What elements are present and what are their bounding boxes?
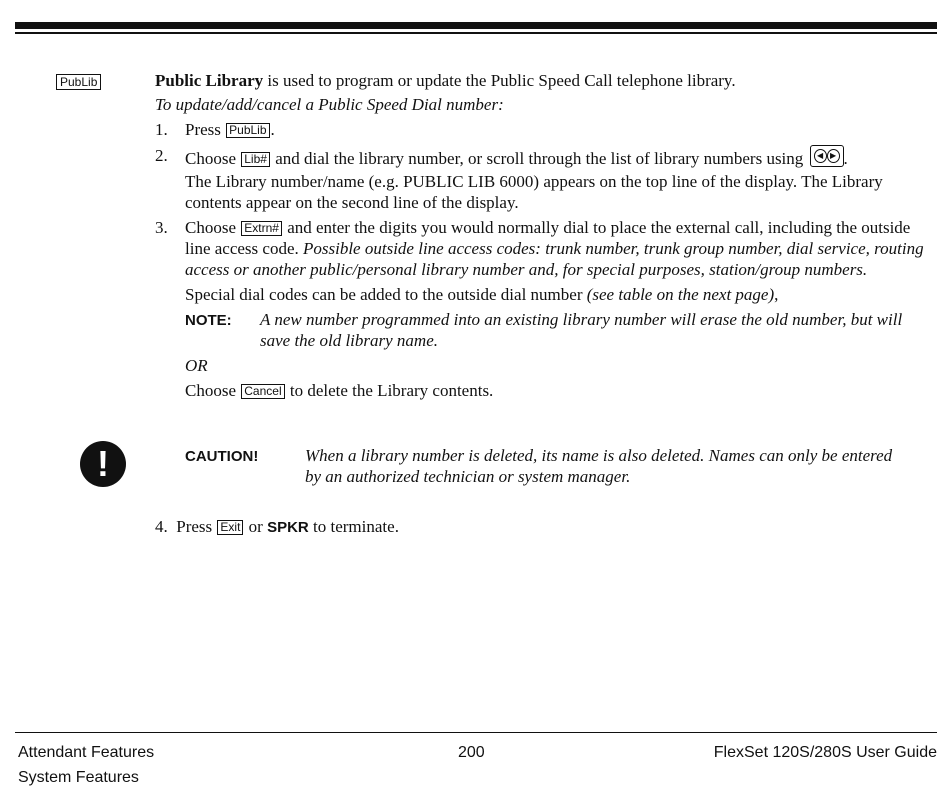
header-rule-thick	[15, 22, 937, 29]
note-label: NOTE:	[185, 312, 232, 329]
step-text: Choose	[185, 149, 236, 168]
special-end: ,	[774, 285, 779, 304]
special-codes-line	[155, 284, 925, 305]
caution-text: When a library number is deleted, its name is also deleted. Names can only be entered by an authorized technician or system manager.	[305, 446, 893, 486]
step-text-end: to terminate.	[313, 517, 399, 536]
intro-line	[155, 70, 925, 91]
footer-rule	[15, 732, 937, 733]
step-number: 3.	[155, 218, 168, 237]
header-rule-thin	[15, 32, 937, 34]
step-number: 2.	[155, 146, 168, 165]
access-codes-italic: Possible outside line access codes: trunk number, trunk group number, dial service, routing access or another public/personal library number and, for special purposes, station/group numbers.	[185, 239, 924, 279]
step-1	[155, 119, 925, 140]
step-text: Press	[185, 120, 221, 139]
caution-label: CAUTION!	[185, 448, 259, 465]
footer-page-number: 200	[458, 744, 485, 761]
scroll-keys-icon: ◀ ▶	[810, 145, 844, 167]
section-title: Public Library	[155, 71, 264, 90]
exit-key: Exit	[217, 520, 243, 535]
or-text: OR	[185, 356, 208, 375]
cancel-key: Cancel	[241, 384, 284, 399]
step-text-3: and enter the digits you would normally dial to place the external call, including the outside line access code.	[185, 218, 911, 258]
extrn-key: Extrn#	[241, 221, 282, 236]
cancel-post: to delete the Library contents.	[289, 381, 494, 400]
main-content	[155, 70, 925, 401]
step-4	[155, 516, 399, 538]
footer-right: FlexSet 120S/280S User Guide	[713, 744, 937, 761]
step-2: 2. Choose Lib# and dial the library number, or scroll through the list of library numbers using ◀ ▶ . The Library number/name (e.g. PUBLIC LIB 6000) appears on the top line of the display. The Library contents appear on the second line of the display.	[155, 145, 925, 213]
exclamation-circle-icon: !	[80, 441, 126, 487]
caution-block	[185, 445, 905, 487]
step-3	[155, 217, 925, 280]
intro-text: is used to program or update the Public Speed Call telephone library.	[267, 71, 736, 90]
step-text: Choose	[185, 218, 236, 237]
special-text: Special dial codes can be added to the outside dial number	[185, 285, 583, 304]
step-text-end: .	[270, 120, 275, 139]
special-italic: (see table on the next page)	[586, 285, 775, 304]
cancel-line	[155, 380, 925, 401]
cancel-pre: Choose	[185, 381, 236, 400]
step-number: 4.	[155, 517, 168, 536]
intro-subtitle: To update/add/cancel a Public Speed Dial number:	[155, 95, 504, 114]
footer-left-1: Attendant Features	[18, 744, 155, 761]
publib-side-key: PubLib	[56, 74, 101, 90]
lib-key: Lib#	[241, 152, 270, 167]
step-text: Press	[176, 517, 213, 536]
step-number: 1.	[155, 120, 168, 139]
step-or: or	[248, 517, 263, 536]
note-text: A new number programmed into an existing library number will erase the old number, but will save the old library name.	[260, 310, 903, 350]
note-block	[155, 309, 925, 351]
step-text-2: and dial the library number, or scroll through the list of library numbers using	[275, 149, 804, 168]
publib-key: PubLib	[226, 123, 269, 138]
spkr-key-label: SPKR	[267, 519, 309, 536]
footer-left-2: System Features	[18, 769, 139, 786]
step-2-detail: The Library number/name (e.g. PUBLIC LIB 6000) appears on the top line of the display. The Library contents appear on the second line of the display.	[185, 172, 883, 212]
